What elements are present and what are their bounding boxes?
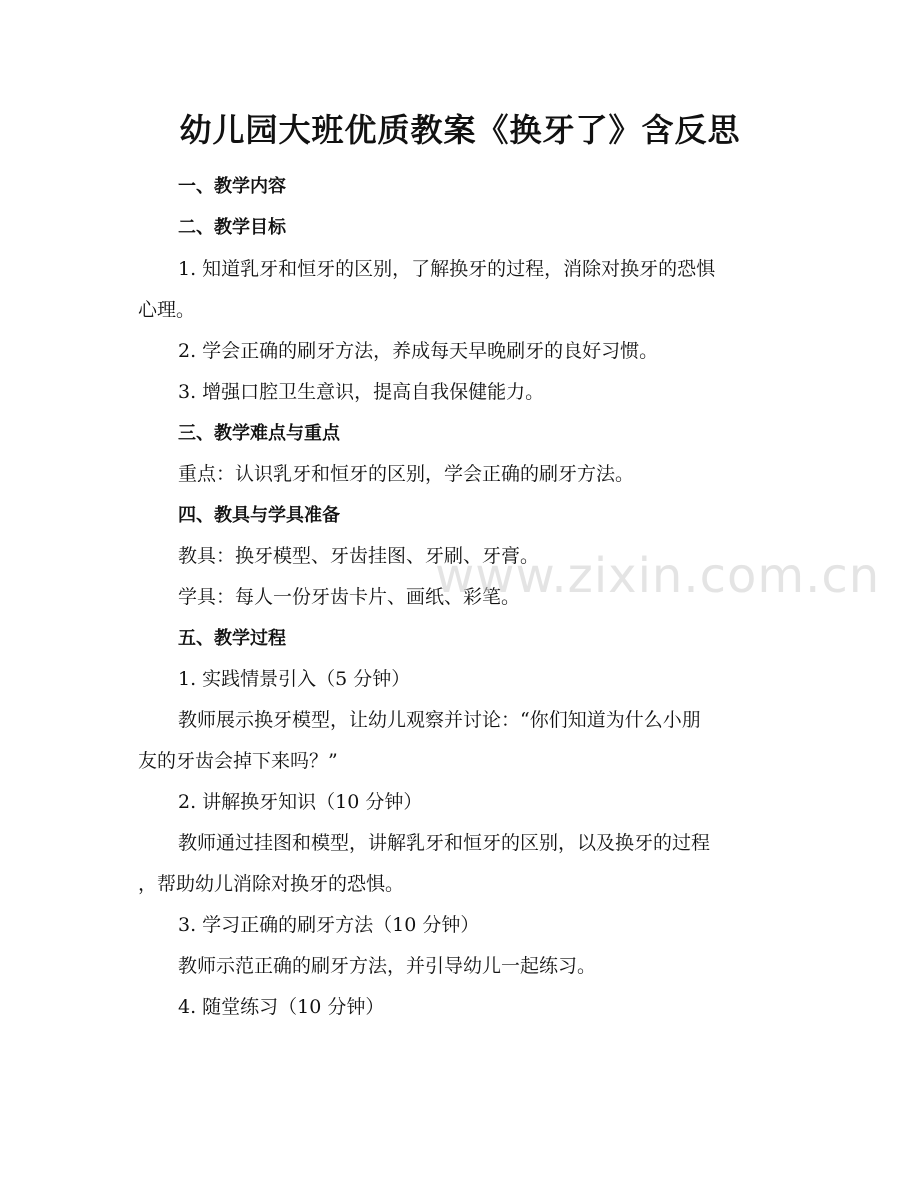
process-step-2-title: 2. 讲解换牙知识（10 分钟） [178, 791, 423, 813]
objective-1-line-2: 心理。 [138, 299, 196, 321]
process-step-1-title: 1. 实践情景引入（5 分钟） [178, 668, 411, 690]
section-heading-materials: 四、教具与学具准备 [178, 505, 340, 526]
process-step-3-text: 教师示范正确的刷牙方法，并引导幼儿一起练习。 [178, 955, 597, 977]
section-heading-process: 五、教学过程 [178, 628, 286, 649]
key-points-text: 重点：认识乳牙和恒牙的区别，学会正确的刷牙方法。 [178, 463, 635, 485]
process-step-2-line-2: ，帮助幼儿消除对换牙的恐惧。 [138, 873, 405, 895]
teacher-materials: 教具：换牙模型、牙齿挂图、牙刷、牙膏。 [178, 545, 540, 567]
objective-2: 2. 学会正确的刷牙方法，养成每天早晚刷牙的良好习惯。 [178, 340, 659, 362]
objective-3: 3. 增强口腔卫生意识，提高自我保健能力。 [178, 381, 545, 403]
process-step-1-line-2: 友的牙齿会掉下来吗？” [138, 750, 338, 772]
process-step-2-line-1: 教师通过挂图和模型，讲解乳牙和恒牙的区别，以及换牙的过程 [178, 832, 711, 854]
watermark: www.zixin.com.cn [435, 548, 881, 604]
student-materials: 学具：每人一份牙齿卡片、画纸、彩笔。 [178, 586, 521, 608]
section-heading-content: 一、教学内容 [178, 176, 286, 197]
section-heading-objectives: 二、教学目标 [178, 217, 286, 238]
objective-1-line-1: 1. 知道乳牙和恒牙的区别，了解换牙的过程，消除对换牙的恐惧 [178, 258, 716, 280]
process-step-1-line-1: 教师展示换牙模型，让幼儿观察并讨论：“你们知道为什么小朋 [178, 709, 701, 731]
section-heading-key-points: 三、教学难点与重点 [178, 423, 340, 444]
process-step-4-title: 4. 随堂练习（10 分钟） [178, 996, 385, 1018]
document-title: 幼儿园大班优质教案《换牙了》含反思 [179, 111, 741, 149]
process-step-3-title: 3. 学习正确的刷牙方法（10 分钟） [178, 914, 480, 936]
